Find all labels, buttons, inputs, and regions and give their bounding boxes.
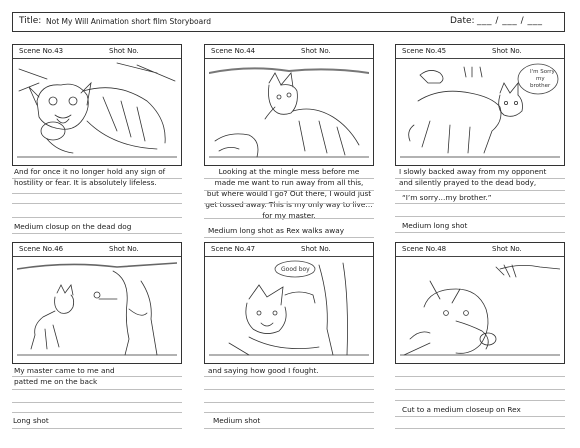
shot-type: Medium long shot as Rex walks away	[208, 226, 345, 235]
panel-description: I slowly backed away from my opponent and silently prayed to the dead body,	[399, 167, 547, 187]
storyboard-panel-46	[12, 242, 182, 364]
storyboard-panel-44	[204, 44, 374, 166]
panel-description: Looking at the mingle mess before me made me want to run away from all this, but where would I go? Out there, I would just get tossed away. This is my only way to live… for my master.	[205, 167, 373, 220]
shot-number-label: Shot No.	[109, 47, 139, 55]
panel-header	[205, 243, 373, 257]
title-label: Title:	[19, 16, 42, 26]
shot-number-label: Shot No.	[301, 47, 331, 55]
panel-frame	[12, 242, 182, 364]
panel-description: My master came to me and patted me on the back	[14, 366, 115, 386]
shot-type: Medium closup on the dead dog	[14, 222, 132, 231]
shot-type: Long shot	[13, 416, 49, 425]
speech-bubble-text: Good boy	[281, 266, 310, 273]
dead-dog-closeup-sketch	[17, 61, 177, 161]
rex-closeup-sketch	[400, 259, 560, 359]
scene-number: Scene No.43	[19, 47, 64, 55]
shot-type: Medium long shot	[402, 221, 468, 230]
panel-frame	[395, 44, 565, 166]
shot-number-label: Shot No.	[492, 245, 522, 253]
scene-number: Scene No.45	[402, 47, 447, 55]
svg-text:brother: brother	[530, 83, 551, 89]
scene-number: Scene No.44	[211, 47, 256, 55]
storyboard-panel-48	[395, 242, 565, 364]
storyboard-panel-47	[204, 242, 374, 364]
panel-header	[205, 45, 373, 59]
master-and-dog-sketch	[17, 259, 177, 359]
panel-frame	[395, 242, 565, 364]
date-label: Date:	[450, 16, 475, 26]
scene-number: Scene No.48	[402, 245, 447, 253]
storyboard-title: Not My Will Animation short film Storyboard	[46, 17, 211, 26]
speech-bubble-text: I'm Sorry	[530, 69, 555, 75]
rex-backing-away-sketch	[400, 61, 560, 161]
svg-text:my: my	[536, 76, 545, 82]
date-field: ___ / ___ / ___	[477, 16, 543, 26]
panel-header	[396, 243, 564, 257]
panel-frame	[12, 44, 182, 166]
panel-description: And for once it no longer hold any sign of hostility or fear. It is absolutely lifeless.	[14, 167, 166, 187]
shot-number-label: Shot No.	[301, 245, 331, 253]
scene-number: Scene No.47	[211, 245, 256, 253]
dialogue-quote: “I’m sorry…my brother.”	[402, 193, 492, 202]
shot-number-label: Shot No.	[109, 245, 139, 253]
panel-frame	[204, 242, 374, 364]
panel-header	[13, 243, 181, 257]
title-bar	[12, 12, 565, 32]
panel-frame	[204, 44, 374, 166]
scene-number: Scene No.46	[19, 245, 64, 253]
panel-header	[13, 45, 181, 59]
panel-description: and saying how good I fought.	[208, 366, 319, 375]
shot-type: Medium shot	[213, 416, 261, 425]
storyboard-panel-43	[12, 44, 182, 166]
storyboard-panel-45	[395, 44, 565, 166]
shot-number-label: Shot No.	[492, 47, 522, 55]
panel-header	[396, 45, 564, 59]
shot-type: Cut to a medium closeup on Rex	[402, 405, 521, 414]
rex-walking-sketch	[209, 61, 369, 161]
pat-on-head-sketch	[209, 259, 369, 359]
